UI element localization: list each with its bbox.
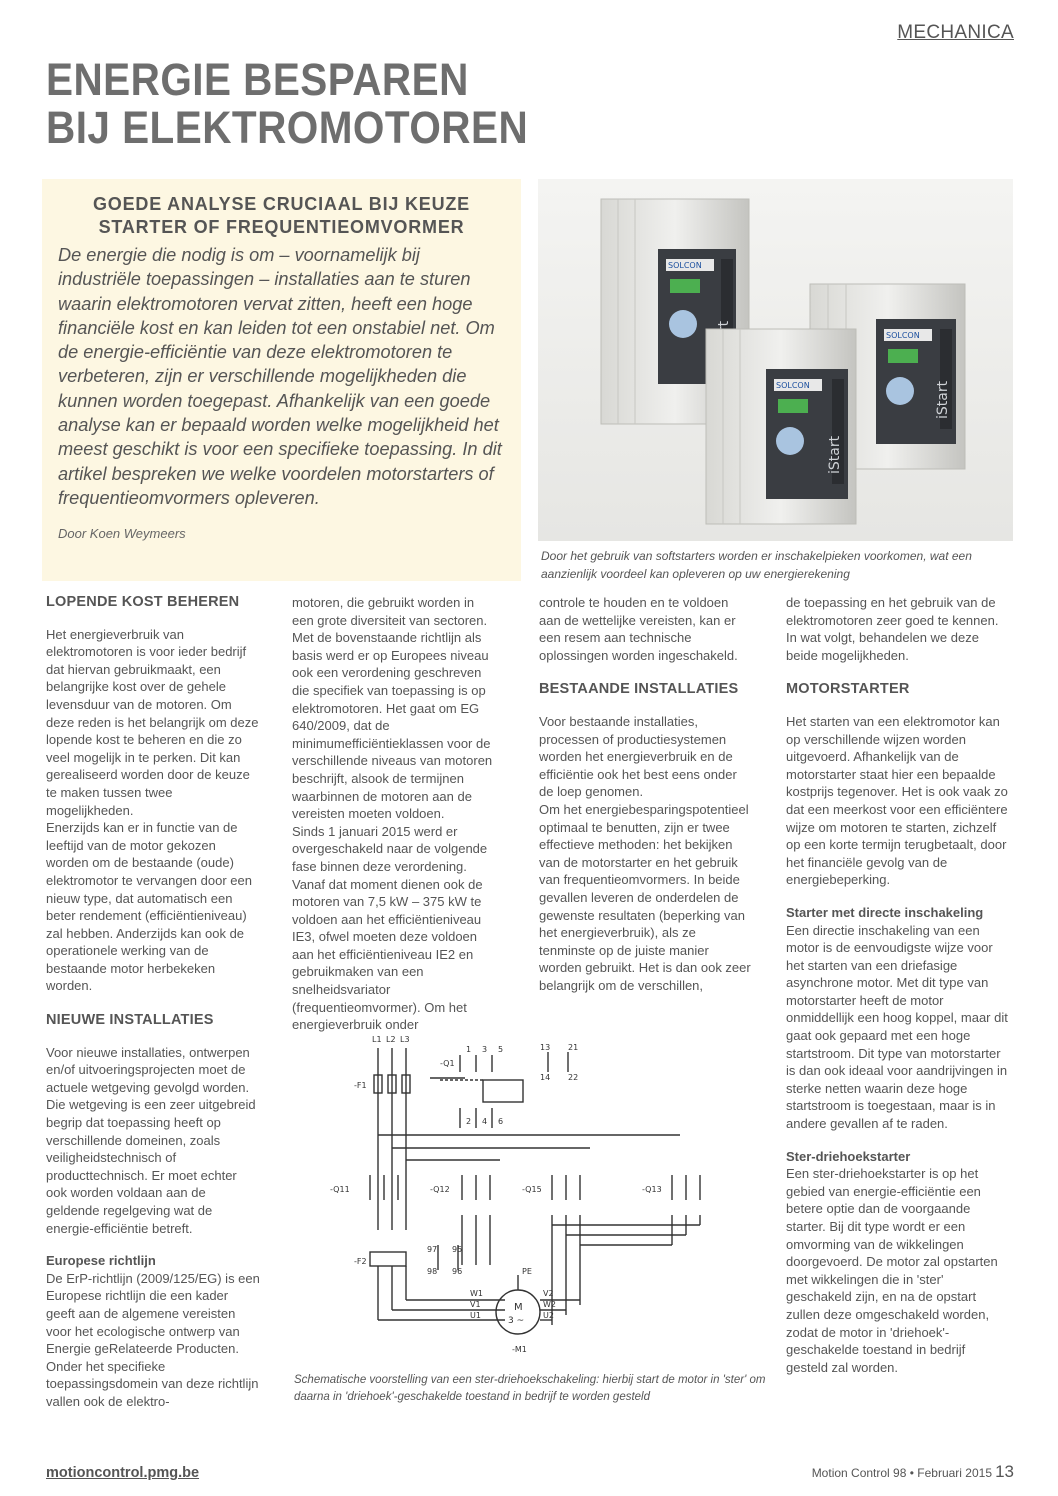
label-v1: V1 <box>470 1300 481 1309</box>
label-n98: 98 <box>427 1267 438 1276</box>
label-f1: -F1 <box>354 1081 367 1090</box>
label-n5: 5 <box>498 1045 504 1054</box>
col2-paragraph-2: Sinds 1 januari 2015 werd er overgeschakeld naar de volgende fase binnen deze verordening. Vanaf dat moment dienen ook de motoren van 7,5 kW – 375 kW te voldoen aan het efficiëntieniveau IE3, ofwel moeten deze voldoen aan het efficiëntieniveau IE2 en gebruikmaken van een snelheidsvariator (frequentieomvormer). Om het energieverbruik onder <box>292 823 488 1033</box>
col1-paragraph-3: Voor nieuwe installaties, ontwerpen en/of uitvoeringsprojecten moet de actuele wetgeving gevolgd worden. Die wetgeving is een zeer uitgebreid begrip dat toepassing heeft op verschillende domeinen, zoals veiligheidstechnisch of producttechnisch. Er moet echter ook worden voldaan aan de geldende regelgeving wat de energie-efficiëntie betreft. <box>46 1044 256 1236</box>
label-n13: 13 <box>540 1043 551 1052</box>
label-l2: L2 <box>386 1035 396 1044</box>
col3-paragraph-3: Om het energiebesparingspotentieel optimaal te benutten, zijn er twee effectieve methoden: het bekijken van de motorstarter en het gebruik van frequentieomvormers. In beide gevallen leveren de onderdelen de gewenste resultaten (beperking van het energieverbruik), als ze tenminste op de juiste manier worden gebruikt. Het is dan ook zeer belangrijk om de verschillen, <box>539 801 751 993</box>
heading-lopende-kost: LOPENDE KOST BEHEREN <box>46 594 240 610</box>
title-line-2: BIJ ELEKTROMOTOREN <box>46 102 529 153</box>
heading-nieuwe-installaties: NIEUWE INSTALLATIES <box>46 1012 214 1029</box>
footer-publication: Motion Control 98 • Februari 2015 <box>811 1466 992 1480</box>
footer-website-link[interactable]: motioncontrol.pmg.be <box>46 1465 200 1481</box>
product-label-3: iStart <box>827 435 843 474</box>
softstarter-photo <box>538 179 1013 541</box>
schematic-caption: Schematische voorstelling van een ster-driehoekschakeling: hierbij start de motor in 'ster' om daarna in 'driehoek'-geschakelde toestand in bedrijf te worden gesteld <box>294 1374 766 1403</box>
heading-europese-richtlijn: Europese richtlijn <box>46 1253 156 1269</box>
schematic-labels <box>330 1035 662 1354</box>
title-line-1: ENERGIE BESPAREN <box>46 54 469 105</box>
label-u2: U2 <box>543 1311 554 1320</box>
label-n6: 6 <box>498 1117 504 1126</box>
col4-paragraph-1: de toepassing en het gebruik van de elektromotoren zeer goed te kennen. <box>786 595 999 628</box>
label-f2: -F2 <box>354 1257 367 1266</box>
col4-paragraph-3: Het starten van een elektromotor kan op verschillende wijzen worden uitgevoerd. Afhankelijk van de motorstarter staat hier een bepaalde kostprijs tegenover. Het is ook vaak zo dat een meerkost voor een efficiëntere wijze om motoren te starten, zichzelf op een korte termijn terugbetaalt, door het financiële gevolg van de energiebeperking. <box>786 713 1008 888</box>
label-n97: 97 <box>427 1245 438 1254</box>
brand-label-3: SOLCON <box>776 381 810 390</box>
column-1 <box>46 594 260 1411</box>
intro-subtitle-line-2: STARTER OF FREQUENTIEOMVORMER <box>98 217 465 237</box>
photo-caption: Door het gebruik van softstarters worden er inschakelpieken voorkomen, wat een aanzienlijk voordeel kan opleveren op uw energierekening <box>541 549 972 581</box>
label-m1: -M1 <box>512 1345 527 1354</box>
label-u1: U1 <box>470 1311 481 1320</box>
label-n95: 95 <box>452 1245 463 1254</box>
label-q15: -Q15 <box>522 1185 542 1194</box>
article-title <box>46 56 528 152</box>
schematic-drawing <box>290 1030 770 1366</box>
col2-paragraph-1: motoren, die gebruikt worden in een grote diversiteit van sectoren. Met de bovenstaande richtlijn als basis werd er op Europees niveau ook een verordening geschreven die specifiek van toepassing is op elektromotoren. Het gaat om EG 640/2009, dat de minimumefficiëntieklassen voor de verschillende niveaus van motoren beschrijft, alsook de termijnen waarbinnen de motoren aan de vereisten moeten voldoen. <box>292 595 493 822</box>
col4-paragraph-5: Een ster-driehoekstarter is op het gebied van energie-efficiëntie een betere optie dan de voorgaande starter. Bij dit type wordt er een omvorming van de wikkelingen doorgevoerd. De motor zal opstarten met wikkelingen die in 'ster' geschakeld zijn, en na de opstart zullen deze omgeschakeld worden, zodat de motor in 'driehoek'-geschakelde toestand in bedrijf gesteld zal worden. <box>786 1166 998 1375</box>
label-l3: L3 <box>400 1035 410 1044</box>
label-q11: -Q11 <box>330 1185 350 1194</box>
label-n22: 22 <box>568 1073 579 1082</box>
label-q12: -Q12 <box>430 1185 450 1194</box>
column-2 <box>292 594 498 1034</box>
col3-paragraph-1: controle te houden en te voldoen aan de wettelijke vereisten, kan er een resem aan technische oplossingen worden ingeschakeld. <box>539 595 738 663</box>
heading-bestaande-installaties: BESTAANDE INSTALLATIES <box>539 681 739 698</box>
label-pe: PE <box>522 1267 532 1276</box>
label-motor-3: 3 ~ <box>508 1316 525 1326</box>
product-label-2: iStart <box>935 380 951 419</box>
heading-ster-driehoekstarter: Ster-driehoekstarter <box>786 1148 911 1164</box>
intro-lead: De energie die nodig is om – voornamelijk bij industriële toepassingen – installaties aan te sturen waarin elektromotoren vervat zitten, heeft een hoge financiële kost en kan leiden tot een onstabiel net. Om de energie-efficiëntie van deze elektromotoren te verbeteren, zijn er verschillende mogelijkheden die kunnen worden toegepast. Afhankelijk van een goede analyse kan er bepaald worden welke mogelijkheid het meest geschikt is voor een specifieke toepassing. In dit artikel bespreken we welke voordelen motorstarters of frequentieomvormers opleveren. <box>58 245 502 508</box>
intro-subtitle-line-1: GOEDE ANALYSE CRUCIAAL BIJ KEUZE <box>93 194 470 214</box>
label-q1: -Q1 <box>440 1059 455 1068</box>
intro-box <box>42 179 521 581</box>
softstarter-illustration <box>538 179 1013 541</box>
col4-paragraph-4: Een directie inschakeling van een motor is de eenvoudigste wijze voor het starten van een driefasige asynchrone motor. Met dit type van motorstarter heeft de motor onmiddellijk een hoog koppel, maar dit gaat ook gepaard met een hoge startstroom. Dit type van motorstarter is dan ook ideaal voor aandrijvingen in sterke netten waarin deze hoge startstroom is toegestaan, maar is in andere gevallen af te raden. <box>786 922 1008 1132</box>
col3-paragraph-2: Voor bestaande installaties, processen of productiesystemen worden het energieverbruik en de efficiëntie ook het best eens onder de loep genomen. <box>539 713 737 800</box>
heading-directe-inschakeling: Starter met directe inschakeling <box>786 904 984 920</box>
col4-paragraph-2: In wat volgt, behandelen we deze beide mogelijkheden. <box>786 630 979 663</box>
label-n1: 1 <box>466 1045 472 1054</box>
column-4 <box>786 594 1008 1376</box>
label-q13: -Q13 <box>642 1185 662 1194</box>
author-byline: Door Koen Weymeers <box>58 526 186 542</box>
label-n21: 21 <box>568 1043 579 1052</box>
label-n2: 2 <box>466 1117 472 1126</box>
brand-label-1: SOLCON <box>668 261 702 270</box>
label-v2: V2 <box>543 1289 554 1298</box>
col1-paragraph-4: De ErP-richtlijn (2009/125/EG) is een Europese richtlijn die een kader geeft aan de algemene vereisten voor het ecologische ontwerp van Energie geRelateerde Producten. Onder het specifieke toepassingsdomein van deze richtlijn vallen ook de elektro- <box>46 1270 260 1409</box>
label-l1: L1 <box>372 1035 382 1044</box>
label-n96: 96 <box>452 1267 463 1276</box>
heading-motorstarter: MOTORSTARTER <box>786 681 910 698</box>
section-tag: MECHANICA <box>897 22 1014 43</box>
star-delta-schematic <box>290 1030 770 1366</box>
label-n3: 3 <box>482 1045 488 1054</box>
intro-subtitle <box>58 193 505 239</box>
softstarter-unit-small <box>706 329 856 524</box>
brand-label-2: SOLCON <box>886 331 920 340</box>
label-motor-m: M <box>514 1302 523 1313</box>
label-n14: 14 <box>540 1073 551 1082</box>
col1-paragraph-1: Het energieverbruik van elektromotoren is voor ieder bedrijf dat hiervan gebruikmaakt, een belangrijke kost over de gehele levensduur van de motoren. Om deze reden is het belangrijk om deze lopende kost te beheren en die zo veel mogelijk in te perken. Dit kan gerealiseerd worden door de keuze te maken tussen twee mogelijkheden. <box>46 626 259 818</box>
label-n4: 4 <box>482 1117 488 1126</box>
col1-paragraph-2: Enerzijds kan er in functie van de leeftijd van de motor gekozen worden om de bestaande (oude) elektromotor te vervangen door een nieuw type, dat automatisch een beter rendement (efficiëntieniveau) zal hebben. Anderzijds kan ook de operationele werking van de bestaande motor herbekeken worden. <box>46 820 252 994</box>
label-w1: W1 <box>470 1289 483 1298</box>
label-w2: W2 <box>543 1300 556 1309</box>
column-3 <box>539 594 753 994</box>
page-number: 13 <box>995 1462 1014 1481</box>
